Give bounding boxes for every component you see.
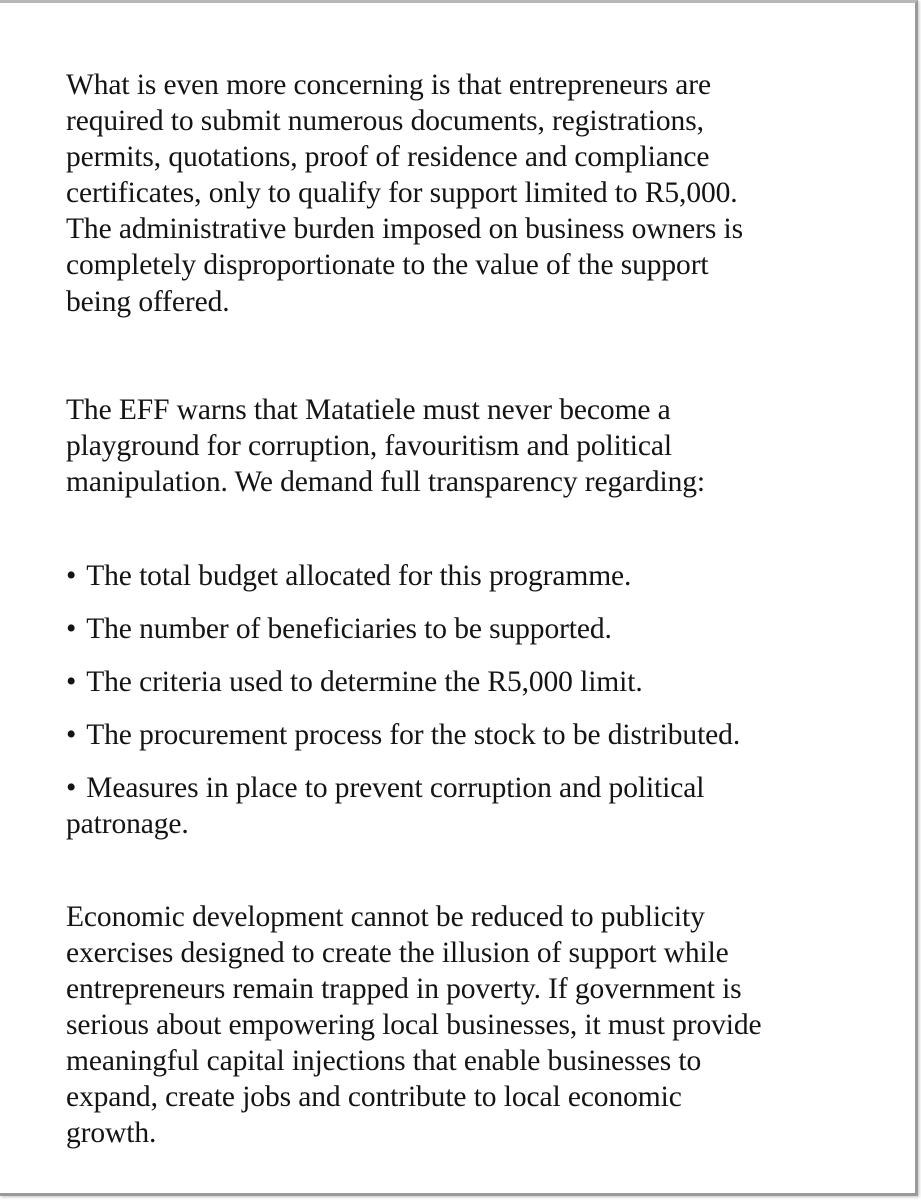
text-line: Economic development cannot be reduced to publicity (66, 900, 705, 933)
text-line: manipulation. We demand full transparency regarding: (66, 465, 706, 498)
list-item-text: Measures in place to prevent corruption and political (86, 772, 705, 805)
list-item (66, 717, 826, 753)
list-item-text: The total budget allocated for this programme. (86, 559, 632, 592)
paragraph-economic-development (66, 899, 826, 1152)
bullet-icon: • (66, 719, 77, 752)
text-line: being offered. (66, 285, 230, 318)
bullet-icon: • (66, 559, 77, 592)
text-line: The administrative burden imposed on business owners is (66, 213, 743, 246)
text-line: The EFF warns that Matatiele must never become a (66, 393, 671, 426)
text-line: exercises designed to create the illusion of support while (66, 936, 729, 969)
list-item-text: The procurement process for the stock to be distributed. (86, 719, 741, 752)
list-item-text: The number of beneficiaries to be supported. (86, 613, 612, 646)
document-body (66, 67, 826, 1151)
text-line: required to submit numerous documents, registrations, (66, 105, 704, 138)
list-item (66, 558, 826, 594)
text-line: permits, quotations, proof of residence and compliance (66, 141, 710, 174)
list-item (66, 770, 826, 842)
paragraph-transparency-demand (66, 392, 826, 500)
text-line: growth. (66, 1117, 157, 1150)
text-line: What is even more concerning is that entrepreneurs are (66, 69, 711, 101)
text-line: certificates, only to qualify for support limited to R5,000. (66, 177, 738, 210)
demands-list (66, 558, 826, 843)
bullet-icon: • (66, 613, 77, 646)
text-line: entrepreneurs remain trapped in poverty. If government is (66, 972, 742, 1005)
bullet-icon: • (66, 772, 77, 805)
list-item-text: The criteria used to determine the R5,000 limit. (86, 666, 643, 699)
list-item (66, 664, 826, 700)
bullet-icon: • (66, 666, 77, 699)
list-item-text-continued: patronage. (66, 808, 189, 841)
text-line: expand, create jobs and contribute to local economic (66, 1080, 682, 1113)
list-item (66, 611, 826, 647)
text-line: completely disproportionate to the value of the support (66, 249, 709, 282)
paragraph-admin-burden (66, 67, 826, 320)
text-line: playground for corruption, favouritism and political (66, 429, 672, 462)
text-line: serious about empowering local businesses, it must provide (66, 1008, 762, 1041)
text-line: meaningful capital injections that enable businesses to (66, 1044, 702, 1077)
